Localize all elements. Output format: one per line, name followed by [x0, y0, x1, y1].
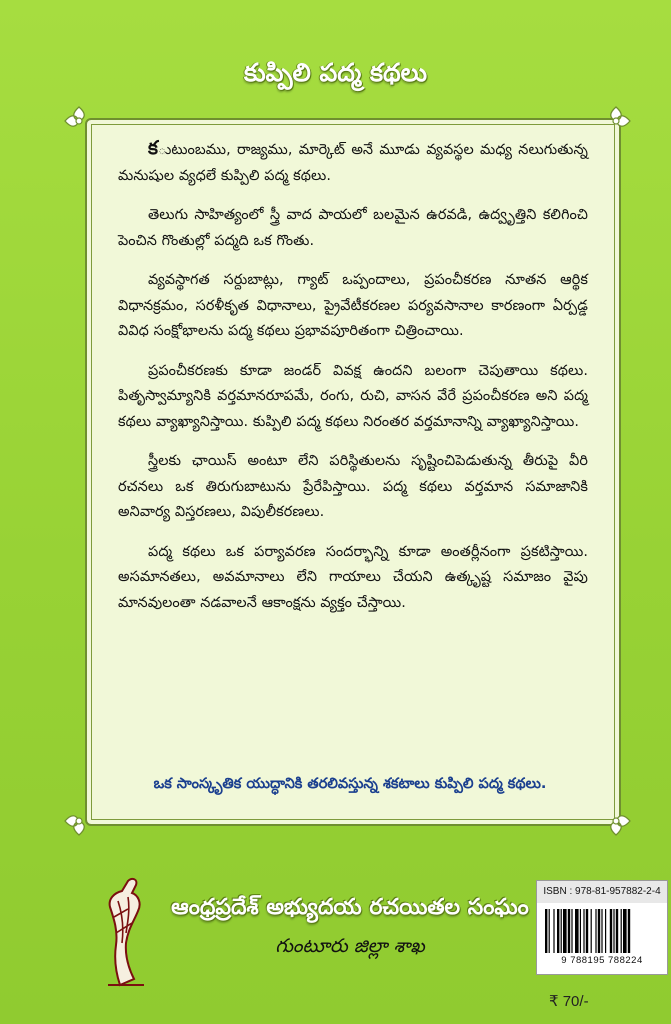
- barcode-bar: [549, 909, 550, 953]
- barcode-bar: [591, 909, 592, 953]
- barcode-bar: [621, 909, 622, 953]
- blurb-paragraph: ప్రపంచీకరణకు కూడా జండర్ వివక్ష ఉందని బలంగా చెపుతాయి కథలు. పితృస్వామ్యానికి వర్తమానరూపమే, రంగు, రుచి, వాసన వేరే ప్రపంచీకరణ అని పద్మ కథలు వ్యాఖ్యానిస్తాయి. కుప్పిలి పద్మ కథలు నిరంతర వర్తమానాన్ని వ్యాఖ్యానిస్తాయి.: [118, 362, 588, 430]
- barcode-number: 9 788195 788224: [561, 955, 643, 966]
- barcode-bar: [571, 909, 572, 953]
- barcode-bar: [563, 909, 567, 953]
- blurb-paragraph: వ్యవస్థాగత సర్దుబాట్లు, గ్యాట్ ఒప్పందాలు, ప్రపంచీకరణ నూతన ఆర్థిక విధానక్రమం, సరళీకృత విధానాలు, ప్రైవేటీకరణల పర్యవసానాల కారణంగా ఏర్పడ్డ వివిధ సంక్షోభాలను పద్మ కథలు ప్రభావపూరితంగా చిత్రించాయి.: [118, 272, 588, 339]
- isbn-barcode-box: [536, 880, 668, 975]
- isbn-label: ISBN : 978-81-957882-2-4: [537, 881, 667, 903]
- barcode-bar: [613, 909, 614, 953]
- book-title: కుప్పిలి పద్మ కథలు: [243, 58, 428, 87]
- blurb-paragraph: స్త్రీలకు ఛాయిస్ అంటూ లేని పరిస్థితులను సృష్టించిపెడుతున్న తీరుపై వీరి రచనలు ఒక తిరుగుబాటును ప్రేరేపిస్తాయి. పద్మ కథలు వర్తమాన సమాజానికి అనివార్య విస్తరణలు, విపులీకరణలు.: [118, 453, 588, 520]
- closing-line: ఒక సాంస్కృతిక యుద్ధానికి తరలివస్తున్న శకటాలు కుప్పిలి పద్మ కథలు.: [153, 776, 547, 792]
- corner-ornament-icon: [599, 104, 633, 138]
- barcode-bar: [568, 909, 570, 953]
- publisher-branch: గుంటూరు జిల్లా శాఖ: [275, 935, 425, 957]
- barcode-bar: [561, 909, 562, 953]
- blurb-text: [118, 136, 588, 630]
- barcode-bar: [610, 909, 612, 953]
- barcode-bar: [575, 909, 579, 953]
- barcode-bar: [595, 909, 596, 953]
- corner-ornament-icon: [62, 804, 96, 838]
- barcode-bar: [623, 909, 627, 953]
- barcode-bar: [628, 909, 630, 953]
- barcode-bar: [545, 909, 547, 953]
- blurb-paragraph: కుటుంబము, రాజ్యము, మార్కెట్ అనే మూడు వ్యవస్థల మధ్య నలుగుతున్న మనుషుల వ్యధలే కుప్పిలి పద్మ కథలు.: [118, 137, 588, 184]
- publisher-name: ఆంధ్రప్రదేశ్ అభ్యుదయ రచయితల సంఘం: [171, 895, 529, 920]
- barcode: [545, 909, 659, 953]
- price-label: ₹ 70/-: [549, 993, 589, 1010]
- barcode-bar: [601, 909, 602, 953]
- barcode-bar: [616, 909, 618, 953]
- corner-ornament-icon: [599, 804, 633, 838]
- dropcap: క: [148, 137, 159, 159]
- barcode-bar: [605, 909, 606, 953]
- publisher-logo-icon: [98, 873, 154, 993]
- blurb-paragraph: తెలుగు సాహిత్యంలో స్త్రీ వాద పాయలో బలమైన ఉరవడి, ఉద్వృత్తిని కలిగించి పెంచిన గొంతుల్లో పద్మది ఒక గొంతు.: [118, 207, 588, 249]
- barcode-bar: [583, 909, 584, 953]
- barcode-bar: [598, 909, 600, 953]
- blurb-paragraph: పద్మ కథలు ఒక పర్యావరణ సందర్భాన్ని కూడా అంతర్లీనంగా ప్రకటిస్తాయి. అసమానతలు, అవమానాలు లేని గాయాలు చేయని ఉత్కృష్ట సమాజం వైపు మానవులంతా నడవాలనే ఆకాంక్షను వ్యక్తం చేస్తాయి.: [118, 543, 588, 611]
- barcode-bar: [557, 909, 559, 953]
- corner-ornament-icon: [62, 104, 96, 138]
- barcode-bar: [553, 909, 554, 953]
- barcode-bar: [580, 909, 581, 953]
- barcode-bar: [586, 909, 588, 953]
